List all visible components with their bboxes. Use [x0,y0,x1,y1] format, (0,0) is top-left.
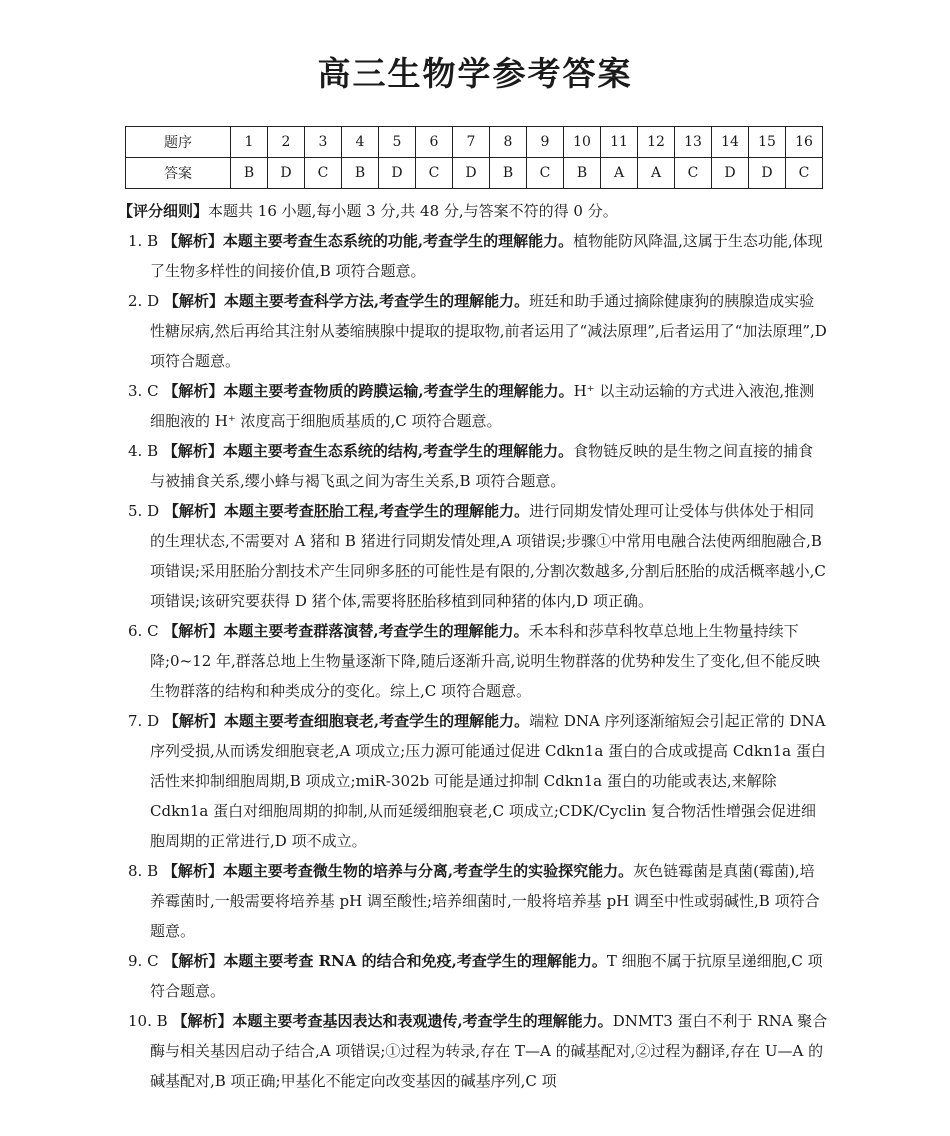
item-text: 灰色链霉菌是真菌(霉菌),培养霉菌时,一般需要将培养基 pH 调至酸性;培养细菌时,一般将培养基 pH 调至中性或弱碱性,B 项符合题意。 [150,862,820,940]
answer-cell: C [416,158,453,189]
answer-cell: C [305,158,342,189]
explanation-item [128,496,828,616]
item-lead: 本题主要考查胚胎工程,考查学生的理解能力。 [223,502,530,520]
question-number: 3 [305,127,342,158]
answer-cell: D [453,158,490,189]
answer-table [125,126,823,189]
explanation-item [128,286,828,376]
question-number: 15 [749,127,786,158]
item-lead: 本题主要考查微生物的培养与分离,考查学生的实验探究能力。 [222,862,634,880]
item-number: 9. C [128,952,159,970]
item-text: 食物链反映的是生物之间直接的捕食与被捕食关系,缨小蜂与褐飞虱之间为寄生关系,B 项符合题意。 [150,442,814,490]
item-text: 植物能防风降温,这属于生态功能,体现了生物多样性的间接价值,B 项符合题意。 [150,232,823,280]
item-text: T 细胞不属于抗原呈递细胞,C 项符合题意。 [150,952,823,1000]
question-number: 7 [453,127,490,158]
answer-explanations [118,196,828,1096]
item-tag: 【解析】 [162,442,223,460]
item-text: H⁺ 以主动运输的方式进入液泡,推测细胞液的 H⁺ 浓度高于细胞质基质的,C 项符合题意。 [150,382,815,430]
question-number: 14 [712,127,749,158]
item-number: 6. C [128,622,159,640]
question-number: 11 [601,127,638,158]
answer-cell: B [342,158,379,189]
question-number: 4 [342,127,379,158]
item-tag: 【解析】 [172,1012,233,1030]
page-title: 高三生物学参考答案 [317,54,633,93]
item-lead: 本题主要考查细胞衰老,考查学生的理解能力。 [223,712,530,730]
item-number: 8. B [128,862,159,880]
explanation-item [128,706,828,856]
item-tag: 【解析】 [163,382,224,400]
answer-table-number-row [126,127,823,158]
item-number: 5. D [128,502,160,520]
item-lead: 本题主要考查群落演替,考查学生的理解能力。 [223,622,529,640]
answer-cell: D [712,158,749,189]
item-tag: 【解析】 [163,952,224,970]
explanation-item [128,856,828,946]
item-lead: 本题主要考查生态系统的功能,考查学生的理解能力。 [222,232,574,250]
item-lead: 本题主要考查基因表达和表观遗传,考查学生的理解能力。 [232,1012,613,1030]
scoring-rule-text: 本题共 16 小题,每小题 3 分,共 48 分,与答案不符的得 0 分。 [208,202,618,220]
question-number: 9 [527,127,564,158]
item-tag: 【解析】 [162,232,223,250]
question-number: 6 [416,127,453,158]
item-number: 3. C [128,382,159,400]
question-number: 13 [675,127,712,158]
item-number: 7. D [128,712,160,730]
answer-cell: B [490,158,527,189]
explanation-item [128,1006,828,1096]
answer-cell: D [379,158,416,189]
explanation-item [128,226,828,286]
item-text: 班廷和助手通过摘除健康狗的胰腺造成实验性糖尿病,然后再给其注射从萎缩胰腺中提取的提取物,前者运用了“减法原理”,后者运用了“加法原理”,D 项符合题意。 [150,292,827,370]
answer-cell: B [231,158,268,189]
question-number: 8 [490,127,527,158]
answer-cell: A [601,158,638,189]
question-number: 5 [379,127,416,158]
question-number: 1 [231,127,268,158]
item-text: DNMT3 蛋白不利于 RNA 聚合酶与相关基因启动子结合,A 项错误;①过程为转录,存在 T—A 的碱基配对,②过程为翻译,存在 U—A 的碱基配对,B 项正确;甲基化不能定向改变基因的碱基序列,C 项 [150,1012,828,1090]
answer-cell: D [268,158,305,189]
item-tag: 【解析】 [163,712,224,730]
explanation-item [128,376,828,436]
explanation-item [128,946,828,1006]
item-text: 禾本科和莎草科牧草总地上生物量持续下降;0~12 年,群落总地上生物量逐渐下降,随后逐渐升高,说明生物群落的优势种发生了变化,但不能反映生物群落的结构和种类成分的变化。综上,C 项符合题意。 [150,622,821,700]
item-tag: 【解析】 [163,622,224,640]
item-number: 1. B [128,232,159,250]
item-lead: 本题主要考查科学方法,考查学生的理解能力。 [223,292,530,310]
item-lead: 本题主要考查物质的跨膜运输,考查学生的理解能力。 [223,382,574,400]
scoring-rule-label: 【评分细则】 [118,202,209,220]
answer-cell: D [749,158,786,189]
item-tag: 【解析】 [162,862,223,880]
item-number: 2. D [128,292,160,310]
item-text: 端粒 DNA 序列逐渐缩短会引起正常的 DNA 序列受损,从而诱发细胞衰老,A 项成立;压力源可能通过促进 Cdkn1a 蛋白的合成或提高 Cdkn1a 蛋白活性来抑制细胞周期,B 项成立;miR-302b 可能是通过抑制 Cdkn1a 蛋白的功能或表达,来解除 Cdkn1a 蛋白对细胞周期的抑制,从而延缓细胞衰老,C 项成立;CDK/Cyclin 复合物活性增强会促进细胞周期的正常进行,D 项不成立。 [150,712,826,850]
answer-table-answer-row [126,158,823,189]
item-number: 4. B [128,442,159,460]
answer-cell: B [564,158,601,189]
item-lead: 本题主要考查 RNA 的结合和免疫,考查学生的理解能力。 [223,952,607,970]
row-label-answer: 答案 [126,158,231,189]
item-lead: 本题主要考查生态系统的结构,考查学生的理解能力。 [222,442,574,460]
question-number: 16 [786,127,823,158]
answer-cell: C [786,158,823,189]
item-tag: 【解析】 [163,502,224,520]
item-text: 进行同期发情处理可让受体与供体处于相同的生理状态,不需要对 A 猪和 B 猪进行同期发情处理,A 项错误;步骤①中常用电融合法使两细胞融合,B 项错误;采用胚胎分割技术产生同卵多胚的可能性是有限的,分割次数越多,分割后胚胎的成活概率越小,C 项错误;该研究要获得 D 猪个体,需要将胚胎移植到同种猪的体内,D 项正确。 [150,502,826,610]
row-label-number: 题序 [126,127,231,158]
question-number: 2 [268,127,305,158]
answer-cell: C [675,158,712,189]
answer-cell: C [527,158,564,189]
question-number: 10 [564,127,601,158]
item-number: 10. B [128,1012,168,1030]
item-tag: 【解析】 [163,292,224,310]
explanation-item [128,616,828,706]
question-number: 12 [638,127,675,158]
answer-cell: A [638,158,675,189]
scoring-rule [118,196,828,226]
explanation-item [128,436,828,496]
